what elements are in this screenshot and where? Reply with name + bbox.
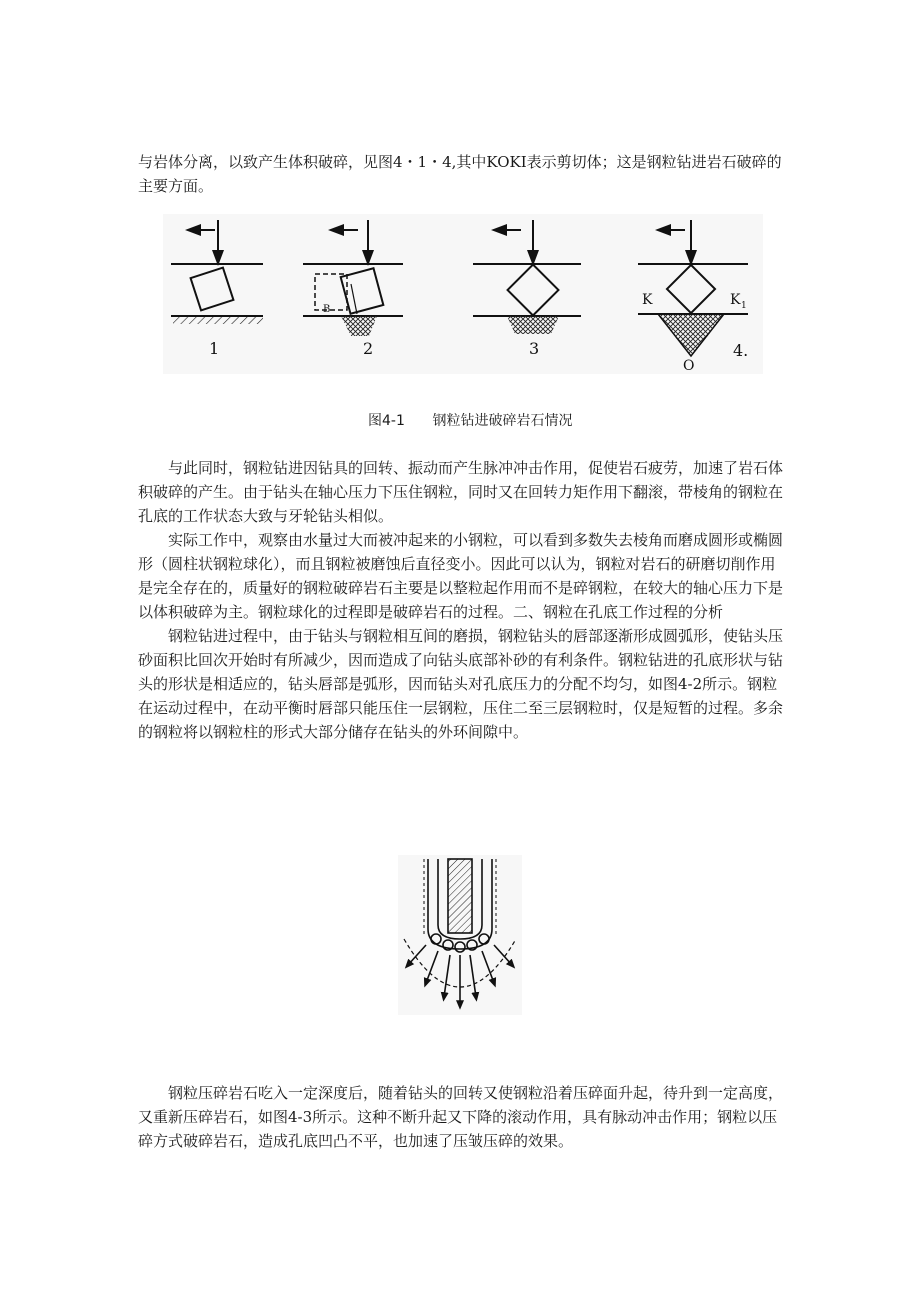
point-label-o: O [683,358,695,374]
figure-4-1-drawing [163,214,763,374]
figure-4-2-drawing [398,855,522,1015]
point-label-k1: K [730,292,741,308]
point-label-b: B [323,304,331,315]
caption-text: 钢粒钻进破碎岩石情况 [432,413,573,429]
intro-line-2: 主要方面。 [138,177,214,195]
intro-paragraph [138,150,788,198]
intro-line-1: 与岩体分离，以致产生体积破碎，见图4・1・4,其中KOKI表示剪切体；这是钢粒钻进岩石破碎的 [138,153,782,171]
body-paragraph-3: 钢粒钻进过程中，由于钻头与钢粒相互间的磨损，钢粒钻头的唇部逐渐形成圆弧形，使钻头压砂面积比回次开始时有所减少，因而造成了向钻头底部补砂的有利条件。钢粒钻进的孔底形状与钻头的形状是相适应的，钻头唇部是弧形，因而钻头对孔底压力的分配不均匀，如图4-2所示。钢粒在运动过程中，在动平衡时唇部只能压住一层钢粒，压住二至三层钢粒时，仅是短暂的过程。多余的钢粒将以钢粒柱的形式大部分储存在钻头的外环间隙中。 [138,627,784,741]
figure-4-2 [398,855,522,1015]
body-paragraph-1: 与此同时，钢粒钻进因钻具的回转、振动而产生脉冲冲击作用，促使岩石疲劳，加速了岩石体积破碎的产生。由于钻头在轴心压力下压住钢粒，同时又在回转力矩作用下翻滚，带棱角的钢粒在孔底的工作状态大致与牙轮钻头相似。 [138,459,784,525]
closing-paragraph: 钢粒压碎岩石吃入一定深度后，随着钻头的回转又使钢粒沿着压碎面升起，待升到一定高度，又重新压碎岩石，如图4-3所示。这种不断升起又下降的滚动作用，具有脉动冲击作用；钢粒以压碎方式破碎岩石，造成孔底凹凸不平，也加速了压皱压碎的效果。 [138,1084,784,1150]
figure-4-1-caption [368,410,572,430]
point-label-k: K [642,292,653,308]
panel-3-label: 3 [529,339,540,358]
panel-1-diagram [171,220,263,324]
panel-3-diagram [473,220,581,334]
panel-2-label: 2 [363,339,374,358]
panel-4-label: 4. [733,341,749,360]
panel-1-label: 1 [209,339,220,358]
figure-4-1 [163,214,763,374]
panel-2-diagram [303,220,403,336]
caption-number: 图4-1 [368,413,405,429]
body-paragraph-2: 实际工作中，观察由水量过大而被冲起来的小钢粒，可以看到多数失去棱角而磨成圆形或椭圆形（圆柱状钢粒球化），而且钢粒被磨蚀后直径变小。因此可以认为，钢粒对岩石的研磨切削作用是完全存在的，质量好的钢粒破碎岩石主要是以整粒起作用而不是碎钢粒，在较大的轴心压力下是以体积破碎为主。钢粒球化的过程即是破碎岩石的过程。二、钢粒在孔底工作过程的分析 [138,531,784,621]
point-label-k1-subscript: 1 [741,301,747,311]
panel-4-diagram [638,220,748,356]
